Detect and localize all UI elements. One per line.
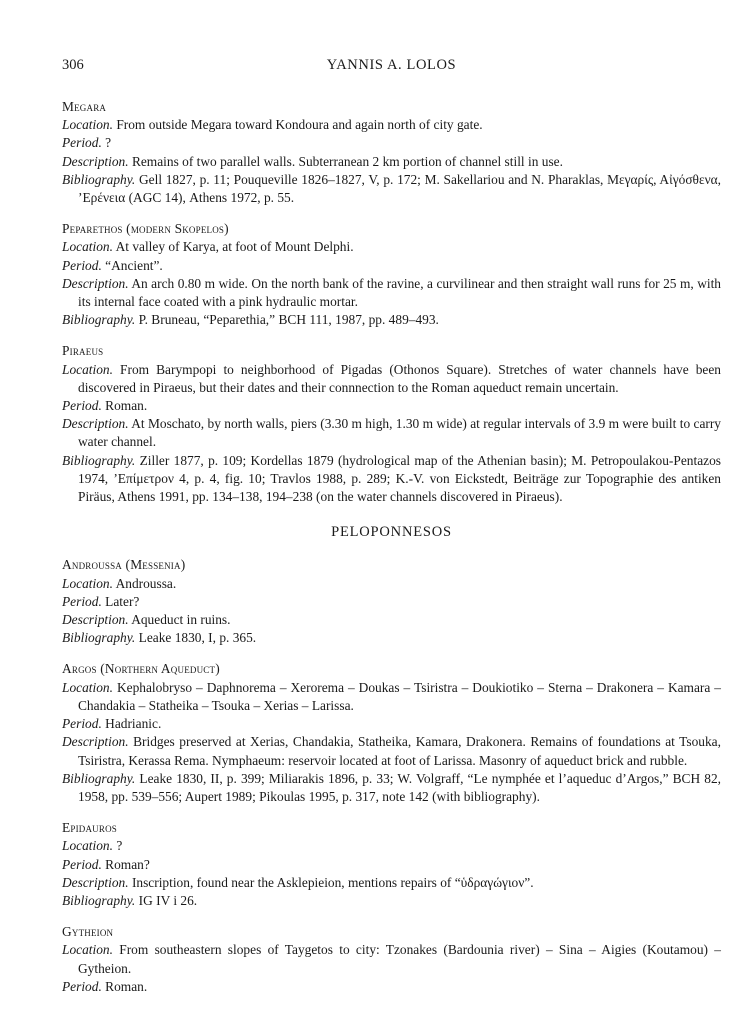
location-label: Location. — [62, 361, 113, 377]
bibliography-text: Gell 1827, p. 11; Pouqueville 1826–1827, V, p. 172; M. Sakellariou and N. Pharaklas, Μεγαρίς, Αἰγόσθενα, ’Ερένεια (AGC 14), Athens 1972, p. 55. — [78, 171, 721, 206]
period-label: Period. — [62, 257, 102, 273]
entry — [62, 660, 721, 806]
bibliography-text: Leake 1830, I, p. 365. — [138, 630, 257, 646]
entries-group-peloponnesos — [62, 556, 721, 995]
entry-location — [62, 238, 721, 256]
description-text: An arch 0.80 m wide. On the north bank of the ravine, a curvilinear and then straight wall runs for 25 m, with its internal face coated with a pink hydraulic mortar. — [78, 275, 721, 310]
entry-title: Piraeus — [62, 343, 104, 359]
entry-location — [62, 575, 721, 593]
location-label: Location. — [62, 575, 113, 591]
period-text: Later? — [105, 593, 140, 609]
entry-location — [62, 116, 721, 134]
description-label: Description. — [62, 153, 129, 169]
entry-period — [62, 715, 721, 733]
entry-period — [62, 978, 721, 996]
period-text: Roman. — [105, 978, 148, 994]
location-text: Kephalobryso – Daphnorema – Xerorema – Doukas – Tsiristra – Doukiotiko – Sterna – Drakonera – Kamara – Chandakia – Statheika – Tsouka – Xerias – Larissa. — [78, 679, 721, 713]
period-label: Period. — [62, 856, 102, 872]
bibliography-label: Bibliography. — [62, 171, 136, 187]
description-text: Remains of two parallel walls. Subterranean 2 km portion of channel still in use. — [131, 153, 563, 169]
period-text: ? — [105, 135, 112, 151]
bibliography-text: Leake 1830, II, p. 399; Miliarakis 1896, p. 33; W. Volgraff, “Le nymphée et l’aqueduc d’Argos,” BCH 82, 1958, pp. 539–556; Aupert 1989; Pikoulas 1995, p. 317, note 142 (with bibliography). — [78, 770, 721, 804]
description-label: Description. — [62, 874, 129, 890]
entry-bibliography — [62, 770, 721, 806]
entry-period — [62, 134, 721, 152]
description-text: Inscription, found near the Asklepieion, mentions repairs of “ὑδραγώγιον”. — [131, 874, 534, 890]
entry-description — [62, 275, 721, 311]
period-label: Period. — [62, 135, 102, 151]
entry-location — [62, 679, 721, 715]
period-text: “Ancient”. — [105, 257, 163, 273]
description-text: Aqueduct in ruins. — [131, 612, 231, 628]
entry-description — [62, 415, 722, 451]
entry-bibliography — [62, 171, 721, 207]
entry-description — [62, 874, 721, 892]
entry-period — [62, 593, 721, 611]
entry — [62, 556, 721, 647]
description-label: Description. — [62, 734, 129, 750]
entry-period — [62, 397, 721, 415]
bibliography-text: IG IV i 26. — [138, 892, 198, 908]
entry-bibliography — [62, 452, 721, 507]
entry-bibliography — [62, 629, 721, 647]
description-text: Bridges preserved at Xerias, Chandakia, Statheika, Kamara, Drakonera. Remains of foundations at Tsouka, Tsiristra, Kerassa Rema. Nymphaeum: reservoir located at foot of Larissa. Masonry of aqueduct brick and rubble. — [78, 734, 721, 768]
location-text: ? — [116, 838, 123, 854]
page-number: 306 — [62, 57, 84, 73]
entry-location — [62, 837, 721, 855]
location-label: Location. — [62, 942, 113, 958]
entry-period — [62, 257, 721, 275]
entry-bibliography — [62, 892, 721, 910]
bibliography-label: Bibliography. — [62, 630, 136, 646]
location-text: From Barympopi to neighborhood of Pigadas (Othonos Square). Stretches of water channels have been discovered in Piraeus, but their dates and their connnection to the Roman aqueduct remain uncertain. — [78, 361, 721, 395]
entry-title: Peparethos (modern Skopelos) — [62, 221, 229, 237]
entry — [62, 923, 721, 996]
location-label: Location. — [62, 239, 113, 255]
location-label: Location. — [62, 838, 113, 854]
entry-location — [62, 941, 721, 977]
entry-description — [62, 733, 721, 769]
description-label: Description. — [62, 612, 129, 628]
section-heading: PELOPONNESOS — [331, 524, 452, 541]
location-text: At valley of Karya, at foot of Mount Delphi. — [115, 239, 354, 255]
bibliography-text: Ziller 1877, p. 109; Kordellas 1879 (hydrological map of the Athenian basin); M. Petropoulakou-Pentazos 1974, ’Επίμετρον 4, p. 4, fig. 10; Travlos 1988, p. 289; K.-V. von Eickstedt, Beiträge zur Topographie des antiken Piräus, Athens 1991, pp. 134–138, 194–238 (on the water channels discovered in Piraeus). — [78, 452, 721, 505]
bibliography-text: P. Bruneau, “Peparethia,” BCH 111, 1987, pp. 489–493. — [138, 312, 439, 328]
location-label: Location. — [62, 117, 113, 133]
description-label: Description. — [62, 416, 129, 432]
description-label: Description. — [62, 275, 129, 291]
entry — [62, 342, 721, 506]
bibliography-label: Bibliography. — [62, 452, 136, 468]
entry-title: Androussa (Messenia) — [62, 557, 186, 573]
location-text: Androussa. — [115, 575, 177, 591]
entry — [62, 819, 721, 910]
period-text: Roman? — [105, 856, 150, 872]
bibliography-label: Bibliography. — [62, 770, 136, 786]
entry — [62, 220, 721, 329]
location-label: Location. — [62, 679, 113, 695]
period-text: Roman. — [105, 398, 148, 414]
entry-period — [62, 856, 721, 874]
entry-description — [62, 611, 721, 629]
period-label: Period. — [62, 593, 102, 609]
entry-title: Epidauros — [62, 820, 117, 836]
entry-bibliography — [62, 311, 721, 329]
description-text: At Moschato, by north walls, piers (3.30 m high, 1.30 m wide) at regular intervals of 3.9 m were built to carry water channel. — [78, 416, 722, 450]
entry-title: Megara — [62, 99, 107, 114]
running-head: YANNIS A. LOLOS — [326, 57, 457, 73]
entry-title: Gytheion — [62, 924, 114, 940]
location-text: From outside Megara toward Kondoura and again north of city gate. — [116, 117, 483, 133]
period-label: Period. — [62, 978, 102, 994]
period-label: Period. — [62, 398, 102, 414]
period-text: Hadrianic. — [105, 716, 162, 732]
entry-location — [62, 361, 721, 397]
entry-title: Argos (Northern Aqueduct) — [62, 661, 220, 677]
entry-description — [62, 153, 721, 171]
location-text: From southeastern slopes of Taygetos to city: Tzonakes (Bardounia river) – Sina – Aigies (Koutamou) – Gytheion. — [78, 942, 721, 976]
bibliography-label: Bibliography. — [62, 312, 136, 328]
entry — [62, 98, 721, 207]
entries-group-attica — [62, 98, 721, 506]
period-label: Period. — [62, 716, 102, 732]
page-header — [62, 56, 721, 76]
bibliography-label: Bibliography. — [62, 892, 136, 908]
